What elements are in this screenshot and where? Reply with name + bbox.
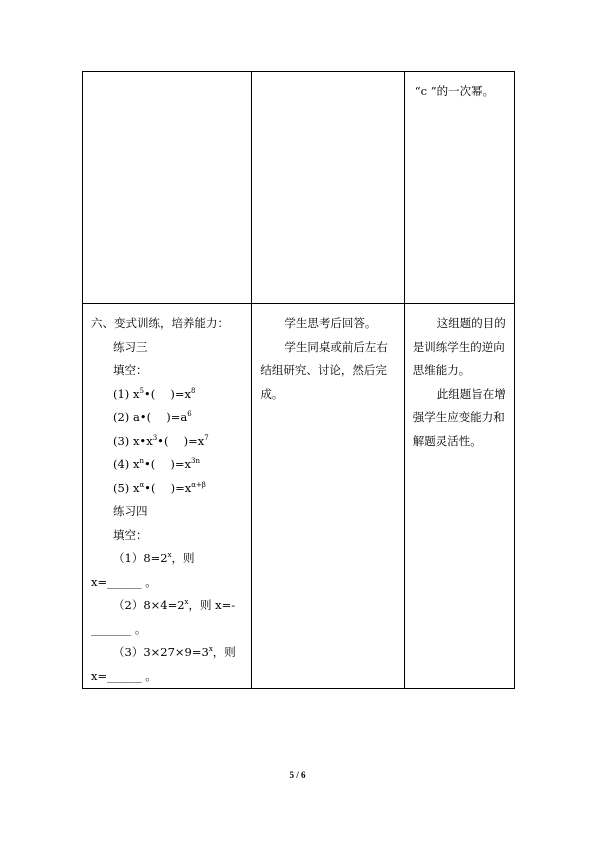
exercise-item: $(1)8=2^x$，则 (113, 551, 195, 565)
activity-content (83, 304, 251, 688)
top-cell-intent (404, 72, 514, 304)
student-line: 学生思考后回答。 (284, 316, 377, 330)
practice3-fill: 填空： (113, 363, 148, 377)
practice4-title: 练习四 (113, 504, 148, 518)
exercise-item: (4) $x^n•$( )$=x^{3n}$ (113, 457, 200, 471)
top-cell-student (252, 72, 404, 304)
exercise-item: (3) $x•x^3•$( )$=x^7$ (113, 433, 209, 448)
exercise-item: (1) $x^5•$( )$=x^8$ (113, 386, 196, 401)
exercise-answer: x=______ 。 (91, 574, 157, 589)
intent-cell (404, 304, 514, 689)
intent-paragraph: 此组题旨在增强学生应变能力和解题灵活性。 (412, 386, 506, 448)
practice3-title: 练习三 (113, 339, 148, 354)
practice4-fill: 填空： (113, 527, 148, 542)
exercise-item: $(3)3\times 27\times 9=3^x$，则 (113, 645, 236, 659)
top-intent-text: “c ”的一次幂。 (414, 84, 495, 98)
exercise-answer: _______ 。 (91, 621, 147, 636)
activity-cell (83, 304, 252, 689)
table-row (83, 304, 515, 689)
table-row (83, 72, 515, 304)
top-cell-activity (83, 72, 252, 304)
exercise-item: (2) a•( )$=a^6$ (113, 410, 192, 424)
student-paragraph: 学生同桌或前后左右结组研究、讨论，然后完成。 (260, 339, 388, 401)
exercise-item: (5) $x^\alpha•$( )$=x^{\alpha+\beta}$ (113, 480, 206, 495)
student-content (252, 304, 403, 406)
exercise-item: $(2)8\times 4=2^x$，则 x=- (113, 598, 236, 612)
section-heading: 六、变式训练，培养能力： (91, 316, 229, 330)
intent-paragraph: 这组题的目的是训练学生的逆向思维能力。 (412, 316, 506, 377)
page-number: 5 / 6 (289, 770, 306, 780)
exercise-answer: x=______ 。 (91, 668, 157, 683)
lesson-table (82, 71, 515, 689)
intent-content (405, 304, 514, 453)
student-cell (252, 304, 404, 689)
